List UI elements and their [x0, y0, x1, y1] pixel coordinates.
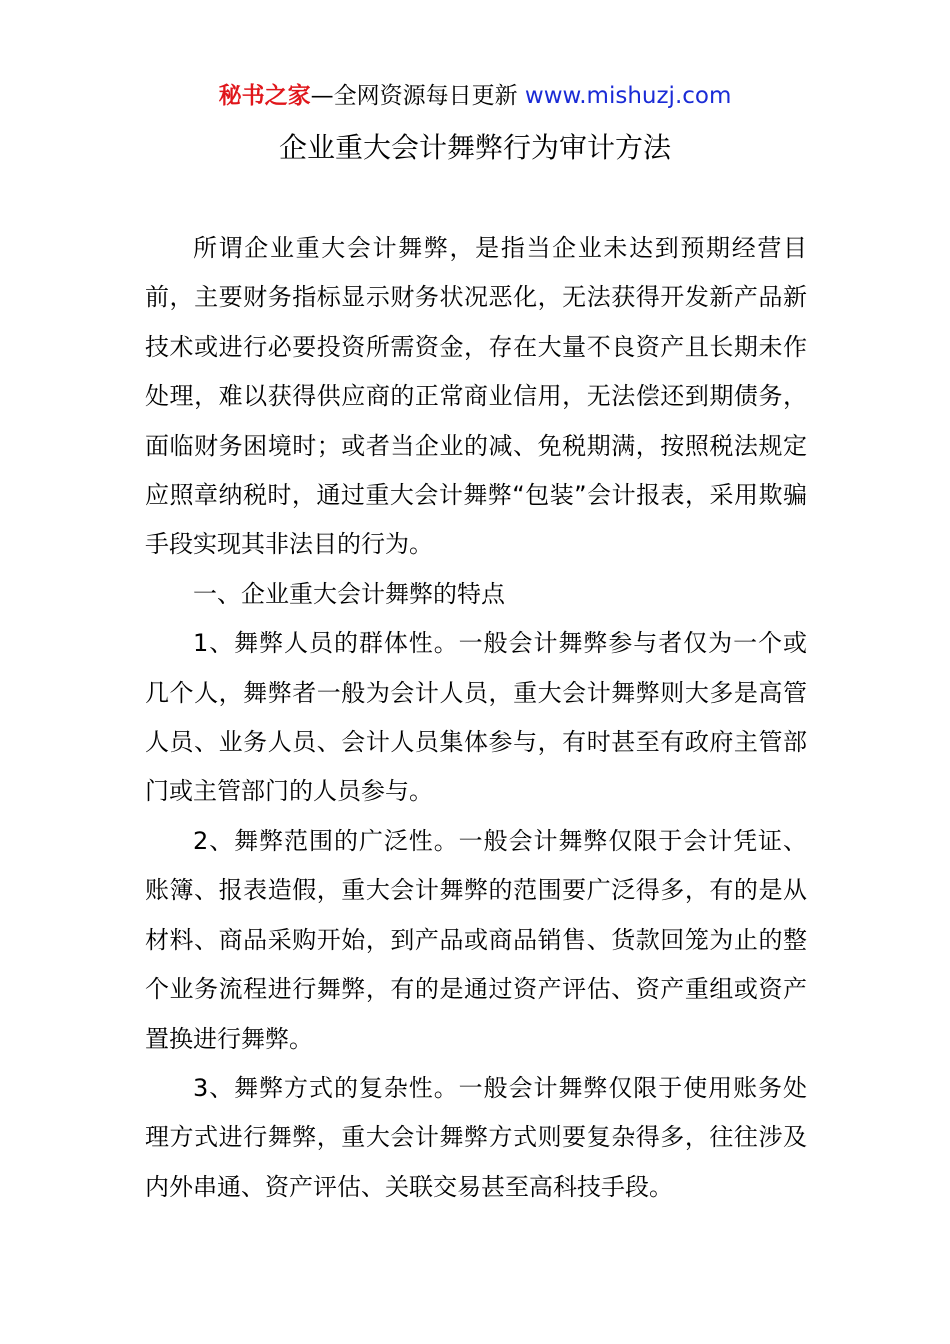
- paragraph-definition: 所谓企业重大会计舞弊，是指当企业未达到预期经营目前，主要财务指标显示财务状况恶化，无法获得开发新产品新技术或进行必要投资所需资金，存在大量不良资产且长期未作处理，难以获得供应商的正常商业信用，无法偿还到期债务，面临财务困境时；或者当企业的减、免税期满，按照税法规定应照章纳税时，通过重大会计舞弊“包装”会计报表，采用欺骗手段实现其非法目的行为。: [145, 234, 807, 559]
- section-heading-characteristics: 一、企业重大会计舞弊的特点: [193, 579, 505, 608]
- paragraph-point-2: 2、舞弊范围的广泛性。一般会计舞弊仅限于会计凭证、账簿、报表造假，重大会计舞弊的范围要广泛得多，有的是从材料、商品采购开始，到产品或商品销售、货款回笼为止的整个业务流程进行舞弊，有的是通过资产评估、资产重组或资产置换进行舞弊。: [145, 826, 807, 1053]
- site-header: [0, 80, 950, 112]
- paragraph-point-1: 1、舞弊人员的群体性。一般会计舞弊参与者仅为一个或几个人，舞弊者一般为会计人员，重大会计舞弊则大多是高管人员、业务人员、会计人员集体参与，有时甚至有政府主管部门或主管部门的人员参与。: [145, 629, 807, 806]
- site-url-link[interactable]: www.mishuzj.com: [524, 83, 732, 109]
- brand-name: 秘书之家: [218, 83, 311, 109]
- document-body: [145, 224, 807, 1212]
- paragraph-point-3: 3、舞弊方式的复杂性。一般会计舞弊仅限于使用账务处理方式进行舞弊，重大会计舞弊方式则要复杂得多，往往涉及内外串通、资产评估、关联交易甚至高科技手段。: [145, 1073, 807, 1201]
- header-tagline: —全网资源每日更新: [310, 83, 518, 109]
- document-title: 企业重大会计舞弊行为审计方法: [278, 131, 671, 164]
